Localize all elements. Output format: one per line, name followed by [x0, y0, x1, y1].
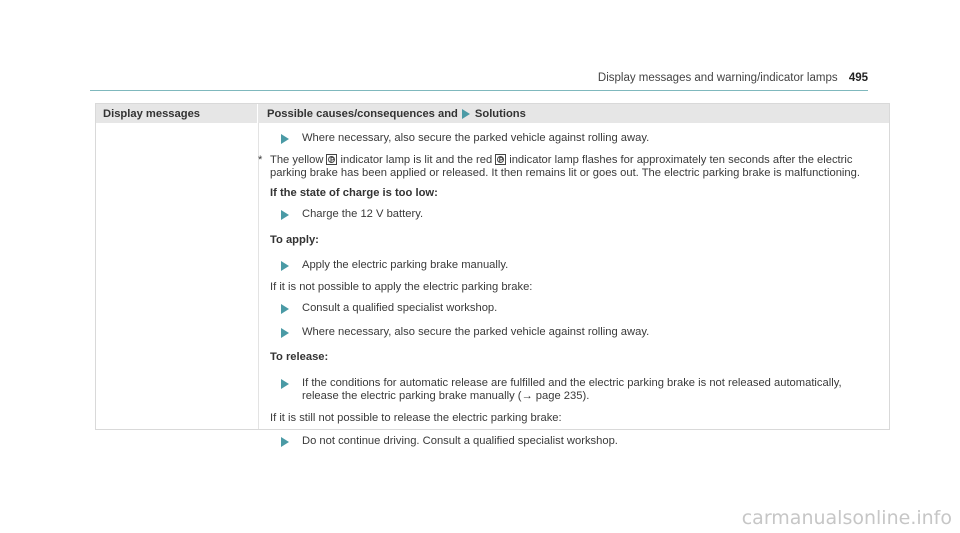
list-item-text: If the conditions for automatic release are fulfilled and the electric parking brake is not released automatically, release the electric parking brake manually (→ page 235).: [302, 376, 842, 402]
list-item-text: Apply the electric parking brake manually.: [302, 259, 509, 271]
paragraph: If it is not possible to apply the electric parking brake:: [270, 280, 533, 293]
footnote: [258, 153, 877, 181]
page-number: 495: [848, 72, 868, 84]
table-body: [96, 123, 889, 447]
triangle-bullet-icon: [462, 109, 470, 119]
column-header-causes-label: Possible causes/consequences and: [267, 107, 458, 120]
list-item: [270, 326, 877, 340]
column-header-causes-solutions: [258, 108, 526, 120]
paragraph: If it is still not possible to release the electric parking brake:: [270, 411, 562, 424]
triangle-bullet-icon: [281, 379, 289, 389]
column-header-solutions-label: Solutions: [474, 107, 526, 120]
list-item: [270, 132, 877, 146]
list-item-text: Charge the 12 V battery.: [302, 208, 424, 220]
list-item: [270, 435, 877, 449]
running-head: [598, 72, 868, 84]
solutions-cell: [258, 130, 877, 457]
footnote-text-c: indicator lamp flashes for approximately ten seconds after the electric parking brake has been applied or released. It then remains lit or goes out. The electric parking brake is malfunctioning.: [270, 153, 860, 179]
triangle-bullet-icon: [281, 437, 289, 447]
column-divider: [258, 123, 259, 429]
list-item-text: Where necessary, also secure the parked vehicle against rolling away.: [302, 132, 650, 144]
header-rule: [90, 90, 868, 91]
triangle-bullet-icon: [281, 328, 289, 338]
table-header: [96, 104, 889, 123]
column-header-display-messages: Display messages: [96, 104, 258, 123]
triangle-bullet-icon: [281, 261, 289, 271]
list-item-text: Do not continue driving. Consult a qualified specialist workshop.: [302, 435, 618, 447]
footnote-star: *: [258, 153, 263, 166]
list-item: [270, 259, 877, 273]
footnote-text-a: The yellow: [270, 153, 324, 166]
messages-table: [95, 103, 890, 447]
list-item: [270, 208, 877, 222]
triangle-bullet-icon: [281, 134, 289, 144]
triangle-bullet-icon: [281, 210, 289, 220]
watermark: carmanualsonline.info: [741, 507, 952, 529]
list-item: [270, 377, 877, 404]
list-item: [270, 302, 877, 316]
parking-brake-indicator-icon: [326, 154, 337, 165]
list-item-text: Consult a qualified specialist workshop.: [302, 302, 498, 314]
subheading-release: To release:: [270, 351, 329, 363]
footnote-text-b: indicator lamp is lit and the red: [340, 153, 493, 166]
parking-brake-indicator-icon: [495, 154, 506, 165]
subheading-apply: To apply:: [270, 233, 319, 246]
subheading-charge: If the state of charge is too low:: [270, 186, 438, 199]
triangle-bullet-icon: [281, 304, 289, 314]
running-head-title: Display messages and warning/indicator lamps: [597, 72, 838, 84]
list-item-text: Where necessary, also secure the parked vehicle against rolling away.: [302, 325, 650, 338]
